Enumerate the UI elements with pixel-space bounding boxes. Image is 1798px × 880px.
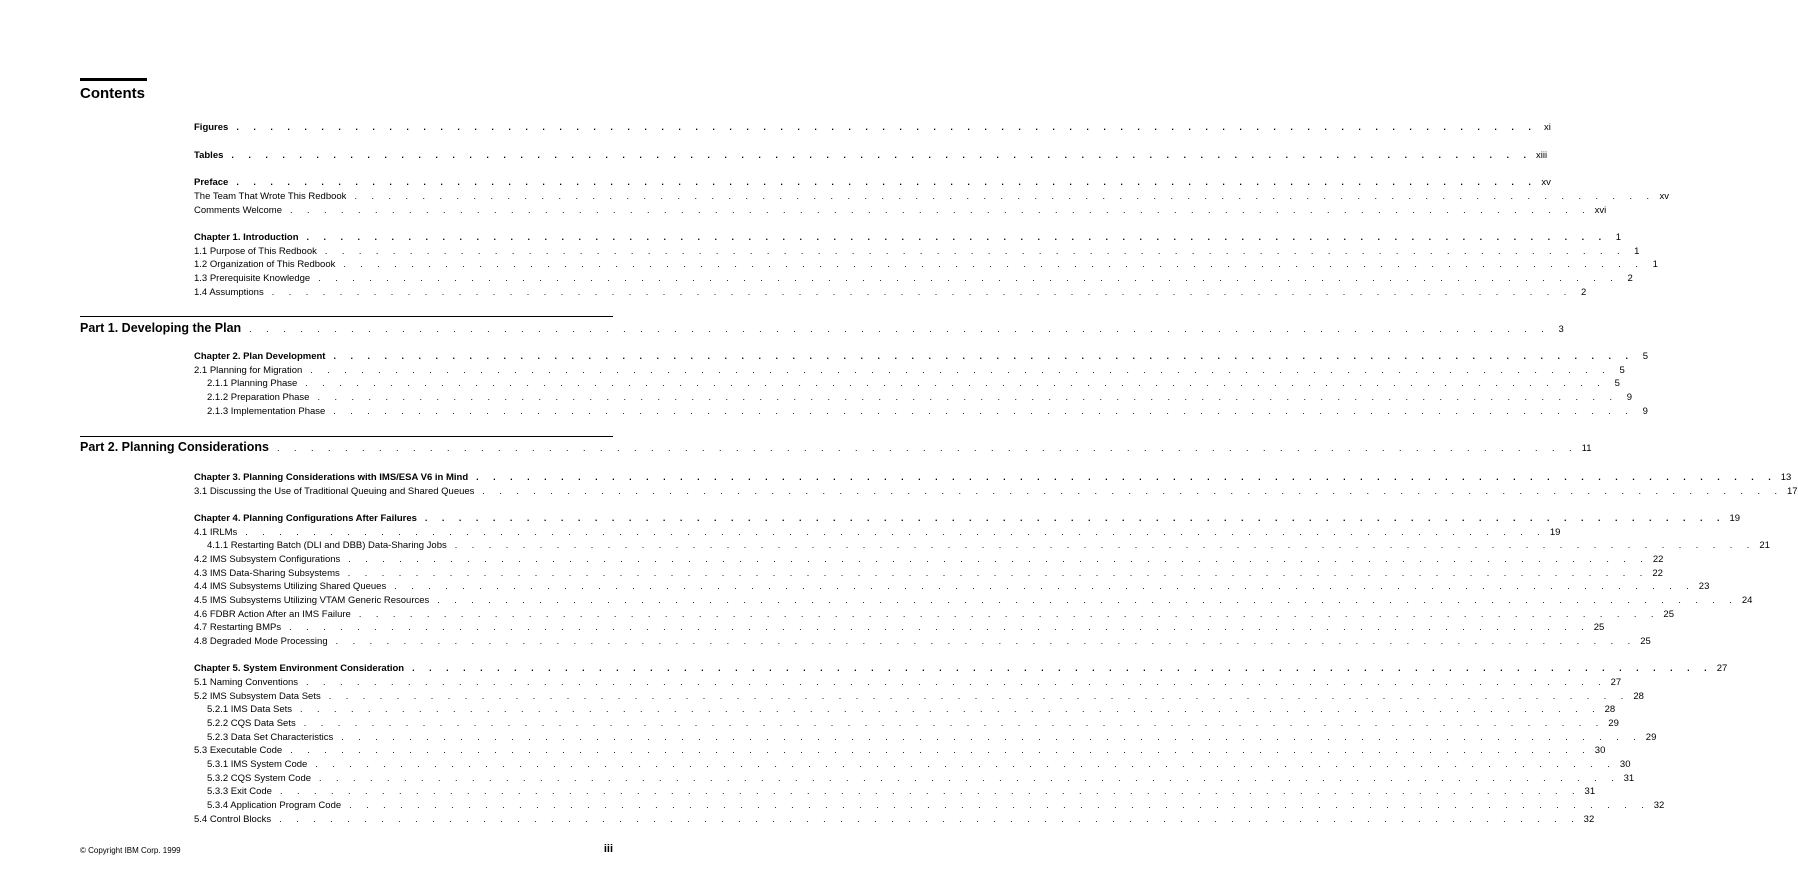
page-number: iii (603, 843, 613, 855)
toc-leader: . . . . . . . . . . . . . . . . . . . . . . . . . . . . . . . . . . . . . . . . . . . . . . . . . . . . . . . . . . . . . . . . . . . . . . . . . . . . . (333, 351, 1635, 361)
toc-label: 4.1 IRLMs (194, 527, 238, 538)
toc-leader: . . . . . . . . . . . . . . . . . . . . . . . . . . . . . . . . . . . . . . . . . . . . . . . . . . . . . . . . . . . . . . . . . . . . . . . . . . . . . (290, 205, 1591, 215)
toc-leader: . . . . . . . . . . . . . . . . . . . . . . . . . . . . . . . . . . . . . . . . . . . . . . . . . . . . . . . . . . . . . . . . . . . . . . . . . . . . . (306, 677, 1607, 687)
toc-label: Chapter 2. Plan Development (194, 351, 326, 362)
toc-page: 13 (1780, 472, 1792, 483)
toc-entry[interactable] (194, 258, 1658, 271)
toc-chapter-entry[interactable] (194, 471, 1792, 484)
toc-label: 4.1.1 Restarting Batch (DLI and DBB) Data-Sharing Jobs (207, 540, 447, 551)
toc-entry[interactable] (194, 553, 1664, 566)
toc-leader: . . . . . . . . . . . . . . . . . . . . . . . . . . . . . . . . . . . . . . . . . . . . . . . . . . . . . . . . . . . . . . . . . . . . . . . . . . . . . (318, 273, 1619, 283)
toc-label: Figures (194, 122, 229, 133)
toc-leader: . . . . . . . . . . . . . . . . . . . . . . . . . . . . . . . . . . . . . . . . . . . . . . . . . . . . . . . . . . . . . . . . . . . . . . . . . . . . . (324, 246, 1626, 256)
part-divider-rule (80, 316, 613, 317)
toc-page: 19 (1549, 527, 1561, 538)
toc-page: 28 (1604, 704, 1616, 715)
toc-leader: . . . . . . . . . . . . . . . . . . . . . . . . . . . . . . . . . . . . . . . . . . . . . . . . . . . . . . . . . . . . . . . . . . . . . . . . . . . . . (231, 150, 1532, 160)
toc-leader: . . . . . . . . . . . . . . . . . . . . . . . . . . . . . . . . . . . . . . . . . . . . . . . . . . . . . . . . . . . . . . . . . . . . . . . . . . . . . (333, 406, 1634, 416)
toc-subentry[interactable] (207, 758, 1631, 771)
toc-leader: . . . . . . . . . . . . . . . . . . . . . . . . . . . . . . . . . . . . . . . . . . . . . . . . . . . . . . . . . . . . . . . . . . . . . . . . . . . . . (289, 622, 1590, 632)
toc-page: 22 (1652, 554, 1664, 565)
toc-entry[interactable] (194, 245, 1640, 258)
toc-label: 5.4 Control Blocks (194, 814, 272, 825)
toc-leader: . . . . . . . . . . . . . . . . . . . . . . . . . . . . . . . . . . . . . . . . . . . . . . . . . . . . . . . . . . . . . . . . . . . . . . . . . . . . . (412, 663, 1713, 673)
toc-leader: . . . . . . . . . . . . . . . . . . . . . . . . . . . . . . . . . . . . . . . . . . . . . . . . . . . . . . . . . . . . . . . . . . . . . . . . . . . . . (476, 472, 1777, 482)
toc-subentry[interactable] (207, 377, 1620, 390)
toc-label: 4.8 Degraded Mode Processing (194, 636, 328, 647)
toc-leader: . . . . . . . . . . . . . . . . . . . . . . . . . . . . . . . . . . . . . . . . . . . . . . . . . . . . . . . . . . . . . . . . . . . . . . . . . . . . . (358, 609, 1660, 619)
toc-entry[interactable] (194, 621, 1605, 634)
toc-page: 21 (1759, 540, 1770, 551)
toc-leader: . . . . . . . . . . . . . . . . . . . . . . . . . . . . . . . . . . . . . . . . . . . . . . . . . . . . . . . . . . . . . . . . . . . . . . . . . . . . . (454, 540, 1756, 550)
toc-leader: . . . . . . . . . . . . . . . . . . . . . . . . . . . . . . . . . . . . . . . . . . . . . . . . . . . . . . . . . . . . . . . . . . . . . . . . . . . . . (236, 122, 1537, 132)
toc-page: 32 (1653, 800, 1665, 811)
toc-entry[interactable] (194, 526, 1561, 539)
toc-leader: . . . . . . . . . . . . . . . . . . . . . . . . . . . . . . . . . . . . . . . . . . . . . . . . . . . . . . . . . . . . . . . . . . . . . . . . . . . . . (349, 800, 1650, 810)
toc-leader: . . . . . . . . . . . . . . . . . . . . . . . . . . . . . . . . . . . . . . . . . . . . . . . . . . . . . . . . . . . . . . . . . . . . . . . . . . . . . (347, 568, 1649, 578)
toc-chapter-entry[interactable] (194, 350, 1649, 363)
toc-leader: . . . . . . . . . . . . . . . . . . . . . . . . . . . . . . . . . . . . . . . . . . . . . . . . . . . . . . . . . . . . . . . . . . . . . . . . . . . . . (328, 691, 1630, 701)
toc-entry[interactable] (194, 744, 1606, 757)
toc-entry[interactable] (194, 580, 1710, 593)
toc-page: 32 (1583, 814, 1595, 825)
toc-label: 1.2 Organization of This Redbook (194, 259, 336, 270)
toc-leader: . . . . . . . . . . . . . . . . . . . . . . . . . . . . . . . . . . . . . . . . . . . . . . . . . . . . . . . . . . . . . . . . . . . . . . . . . . . . . (305, 378, 1606, 388)
toc-label: 2.1.2 Preparation Phase (207, 392, 310, 403)
toc-subentry[interactable] (207, 731, 1657, 744)
toc-leader: . . . . . . . . . . . . . . . . . . . . . . . . . . . . . . . . . . . . . . . . . . . . . . . . . . . . . . . . . . . . . . . . . . . . . . . . . . . . . (335, 636, 1637, 646)
toc-chapter-entry[interactable] (194, 662, 1728, 675)
toc-leader: . . . . . . . . . . . . . . . . . . . . . . . . . . . . . . . . . . . . . . . . . . . . . . . . . . . . . . . . . . . . . . . . . . . . . . . . . . . . . (276, 443, 1578, 453)
toc-label: The Team That Wrote This Redbook (194, 191, 347, 202)
toc-entry[interactable] (194, 364, 1625, 377)
toc-page: xi (1544, 122, 1551, 133)
toc-leader: . . . . . . . . . . . . . . . . . . . . . . . . . . . . . . . . . . . . . . . . . . . . . . . . . . . . . . . . . . . . . . . . . . . . . . . . . . . . . (249, 324, 1550, 334)
toc-label: Comments Welcome (194, 205, 282, 216)
toc-label: 5.2.3 Data Set Characteristics (207, 732, 334, 743)
toc-label: Chapter 5. System Environment Consideration (194, 663, 405, 674)
toc-leader: . . . . . . . . . . . . . . . . . . . . . . . . . . . . . . . . . . . . . . . . . . . . . . . . . . . . . . . . . . . . . . . . . . . . . . . . . . . . . (319, 773, 1620, 783)
toc-label: 5.3.4 Application Program Code (207, 800, 342, 811)
toc-entry[interactable] (194, 813, 1595, 826)
toc-label: 5.2.1 IMS Data Sets (207, 704, 293, 715)
toc-page: 30 (1594, 745, 1606, 756)
page-title: Contents (80, 85, 145, 102)
toc-page: xv (1541, 177, 1551, 188)
copyright-notice: © Copyright IBM Corp. 1999 (80, 846, 181, 855)
toc-subentry[interactable] (207, 799, 1665, 812)
toc-entry[interactable] (194, 190, 1670, 203)
contents-top-rule (80, 78, 147, 81)
toc-label: 4.5 IMS Subsystems Utilizing VTAM Generic Resources (194, 595, 430, 606)
toc-subentry[interactable] (207, 717, 1619, 730)
toc-page: 9 (1626, 392, 1633, 403)
toc-entry[interactable] (194, 567, 1663, 580)
toc-label: 4.6 FDBR Action After an IMS Failure (194, 609, 351, 620)
toc-label: 2.1.3 Implementation Phase (207, 406, 326, 417)
toc-entry[interactable] (194, 676, 1622, 689)
toc-leader: . . . . . . . . . . . . . . . . . . . . . . . . . . . . . . . . . . . . . . . . . . . . . . . . . . . . . . . . . . . . . . . . . . . . . . . . . . . . . (290, 745, 1591, 755)
toc-leader: . . . . . . . . . . . . . . . . . . . . . . . . . . . . . . . . . . . . . . . . . . . . . . . . . . . . . . . . . . . . . . . . . . . . . . . . . . . . . (343, 259, 1644, 269)
toc-label: 5.3.3 Exit Code (207, 786, 272, 797)
toc-page: 1 (1634, 246, 1640, 257)
toc-page: 25 (1640, 636, 1651, 647)
part-divider-rule (80, 436, 613, 437)
toc-page: 19 (1729, 513, 1741, 524)
toc-leader: . . . . . . . . . . . . . . . . . . . . . . . . . . . . . . . . . . . . . . . . . . . . . . . . . . . . . . . . . . . . . . . . . . . . . . . . . . . . . (310, 365, 1611, 375)
toc-subentry[interactable] (207, 772, 1635, 785)
toc-entry-tables[interactable] (194, 149, 1548, 162)
toc-page: xiii (1535, 150, 1548, 161)
toc-page: 25 (1663, 609, 1674, 620)
toc-entry[interactable] (194, 594, 1753, 607)
toc-leader: . . . . . . . . . . . . . . . . . . . . . . . . . . . . . . . . . . . . . . . . . . . . . . . . . . . . . . . . . . . . . . . . . . . . . . . . . . . . . (236, 177, 1537, 187)
toc-label: Tables (194, 150, 224, 161)
toc-page: 31 (1623, 773, 1635, 784)
toc-leader: . . . . . . . . . . . . . . . . . . . . . . . . . . . . . . . . . . . . . . . . . . . . . . . . . . . . . . . . . . . . . . . . . . . . . . . . . . . . . (354, 191, 1656, 201)
toc-label: 5.3 Executable Code (194, 745, 283, 756)
toc-label: 5.1 Naming Conventions (194, 677, 299, 688)
toc-label: 4.2 IMS Subsystem Configurations (194, 554, 341, 565)
toc-page: 9 (1642, 406, 1648, 417)
toc-entry[interactable] (194, 272, 1633, 285)
toc-entry-preface[interactable] (194, 176, 1551, 189)
toc-label: 1.4 Assumptions (194, 287, 264, 298)
toc-label: Part 2. Planning Considerations (80, 440, 269, 454)
toc-leader: . . . . . . . . . . . . . . . . . . . . . . . . . . . . . . . . . . . . . . . . . . . . . . . . . . . . . . . . . . . . . . . . . . . . . . . . . . . . . (245, 527, 1546, 537)
toc-leader: . . . . . . . . . . . . . . . . . . . . . . . . . . . . . . . . . . . . . . . . . . . . . . . . . . . . . . . . . . . . . . . . . . . . . . . . . . . . . (303, 718, 1605, 728)
toc-part-entry[interactable] (80, 440, 1592, 456)
toc-leader: . . . . . . . . . . . . . . . . . . . . . . . . . . . . . . . . . . . . . . . . . . . . . . . . . . . . . . . . . . . . . . . . . . . . . . . . . . . . . (341, 732, 1642, 742)
toc-label: Chapter 1. Introduction (194, 232, 299, 243)
toc-page: 29 (1608, 718, 1619, 729)
toc-page: 27 (1716, 663, 1728, 674)
toc-subentry[interactable] (207, 405, 1648, 418)
toc-page: 31 (1584, 786, 1596, 797)
toc-label: 4.7 Restarting BMPs (194, 622, 282, 633)
toc-leader: . . . . . . . . . . . . . . . . . . . . . . . . . . . . . . . . . . . . . . . . . . . . . . . . . . . . . . . . . . . . . . . . . . . . . . . . . . . . . (482, 486, 1783, 496)
toc-label: Chapter 4. Planning Configurations After Failures (194, 513, 417, 524)
toc-label: 5.2.2 CQS Data Sets (207, 718, 296, 729)
toc-page: 11 (1581, 443, 1592, 454)
toc-leader: . . . . . . . . . . . . . . . . . . . . . . . . . . . . . . . . . . . . . . . . . . . . . . . . . . . . . . . . . . . . . . . . . . . . . . . . . . . . . (437, 595, 1738, 605)
toc-entry[interactable] (194, 690, 1644, 703)
toc-page: 24 (1741, 595, 1753, 606)
toc-subentry[interactable] (207, 539, 1770, 552)
toc-entry[interactable] (194, 635, 1651, 648)
toc-page: 3 (1558, 324, 1564, 335)
toc-leader: . . . . . . . . . . . . . . . . . . . . . . . . . . . . . . . . . . . . . . . . . . . . . . . . . . . . . . . . . . . . . . . . . . . . . . . . . . . . . (394, 581, 1695, 591)
toc-page: 17 (1787, 486, 1798, 497)
toc-label: 5.3.1 IMS System Code (207, 759, 308, 770)
toc-page: 22 (1652, 568, 1663, 579)
toc-page: 5 (1619, 365, 1625, 376)
toc-leader: . . . . . . . . . . . . . . . . . . . . . . . . . . . . . . . . . . . . . . . . . . . . . . . . . . . . . . . . . . . . . . . . . . . . . . . . . . . . . (317, 392, 1619, 402)
toc-page: 29 (1645, 732, 1657, 743)
toc-label: 3.1 Discussing the Use of Traditional Queuing and Shared Queues (194, 486, 475, 497)
toc-subentry[interactable] (207, 703, 1616, 716)
toc-page: 5 (1642, 351, 1649, 362)
toc-entry[interactable] (194, 204, 1607, 217)
toc-label: Part 1. Developing the Plan (80, 321, 242, 335)
toc-page: 2 (1627, 273, 1633, 284)
toc-leader: . . . . . . . . . . . . . . . . . . . . . . . . . . . . . . . . . . . . . . . . . . . . . . . . . . . . . . . . . . . . . . . . . . . . . . . . . . . . . (279, 814, 1580, 824)
toc-page: xvi (1594, 205, 1607, 216)
toc-subentry[interactable] (207, 391, 1633, 404)
toc-leader: . . . . . . . . . . . . . . . . . . . . . . . . . . . . . . . . . . . . . . . . . . . . . . . . . . . . . . . . . . . . . . . . . . . . . . . . . . . . . (306, 232, 1608, 242)
toc-label: 5.2 IMS Subsystem Data Sets (194, 691, 321, 702)
toc-page: 30 (1619, 759, 1631, 770)
toc-label: 5.3.2 CQS System Code (207, 773, 312, 784)
toc-label: Preface (194, 177, 229, 188)
toc-label: 1.3 Prerequisite Knowledge (194, 273, 311, 284)
toc-page: 28 (1633, 691, 1644, 702)
toc-page: 23 (1698, 581, 1710, 592)
toc-entry[interactable] (194, 485, 1798, 498)
toc-leader: . . . . . . . . . . . . . . . . . . . . . . . . . . . . . . . . . . . . . . . . . . . . . . . . . . . . . . . . . . . . . . . . . . . . . . . . . . . . . (348, 554, 1649, 564)
toc-chapter-entry[interactable] (194, 231, 1622, 244)
toc-chapter-entry[interactable] (194, 512, 1741, 525)
toc-part-entry[interactable] (80, 321, 1564, 337)
toc-entry[interactable] (194, 608, 1674, 621)
toc-subentry[interactable] (207, 785, 1596, 798)
toc-label: 2.1.1 Planning Phase (207, 378, 298, 389)
toc-label: 2.1 Planning for Migration (194, 365, 303, 376)
toc-label: 1.1 Purpose of This Redbook (194, 246, 317, 257)
toc-page: 25 (1593, 622, 1605, 633)
toc-label: 4.3 IMS Data-Sharing Subsystems (194, 568, 340, 579)
toc-page: 2 (1581, 287, 1587, 298)
toc-leader: . . . . . . . . . . . . . . . . . . . . . . . . . . . . . . . . . . . . . . . . . . . . . . . . . . . . . . . . . . . . . . . . . . . . . . . . . . . . . (271, 287, 1573, 297)
toc-page: 5 (1614, 378, 1620, 389)
toc-page: 27 (1610, 677, 1622, 688)
toc-page: 1 (1652, 259, 1658, 270)
toc-leader: . . . . . . . . . . . . . . . . . . . . . . . . . . . . . . . . . . . . . . . . . . . . . . . . . . . . . . . . . . . . . . . . . . . . . . . . . . . . . (279, 786, 1581, 796)
toc-label: Chapter 3. Planning Considerations with IMS/ESA V6 in Mind (194, 472, 469, 483)
toc-leader: . . . . . . . . . . . . . . . . . . . . . . . . . . . . . . . . . . . . . . . . . . . . . . . . . . . . . . . . . . . . . . . . . . . . . . . . . . . . . (424, 513, 1726, 523)
toc-leader: . . . . . . . . . . . . . . . . . . . . . . . . . . . . . . . . . . . . . . . . . . . . . . . . . . . . . . . . . . . . . . . . . . . . . . . . . . . . . (300, 704, 1601, 714)
toc-label: 4.4 IMS Subsystems Utilizing Shared Queues (194, 581, 387, 592)
toc-entry[interactable] (194, 286, 1587, 299)
toc-page: 1 (1615, 232, 1622, 243)
toc-leader: . . . . . . . . . . . . . . . . . . . . . . . . . . . . . . . . . . . . . . . . . . . . . . . . . . . . . . . . . . . . . . . . . . . . . . . . . . . . . (315, 759, 1616, 769)
toc-page: xv (1659, 191, 1670, 202)
toc-entry-figures[interactable] (194, 121, 1551, 134)
